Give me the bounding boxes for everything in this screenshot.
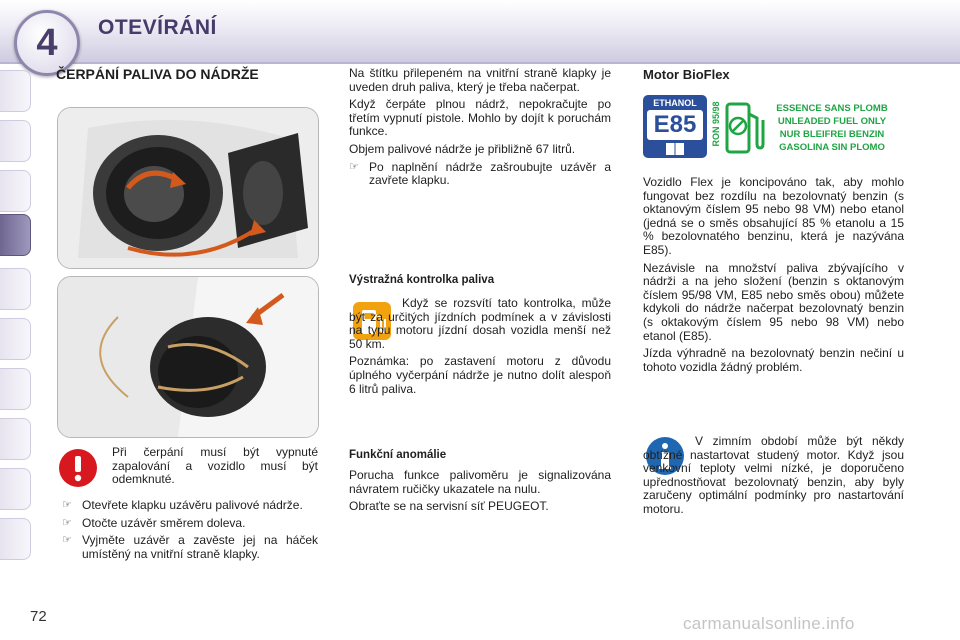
unleaded-line: GASOLINA SIN PLOMO xyxy=(779,142,885,153)
bullet-close-cap: ☞ Po naplnění nádrže zašroubujte uzávěr a zavřete klapku. xyxy=(349,161,611,188)
anomaly-title: Funkční anomálie xyxy=(349,449,447,461)
ron-label xyxy=(709,97,723,157)
chapter-tab[interactable] xyxy=(0,120,31,162)
ethanol-text: ETHANOL xyxy=(653,98,697,108)
info-text-block xyxy=(643,435,904,521)
bullet-turn-cap: ☞ Otočte uzávěr směrem doleva. xyxy=(62,517,318,531)
chapter-number-badge: 4 xyxy=(14,10,80,76)
bioflex-title: Motor BioFlex xyxy=(643,67,730,82)
chapter-tab[interactable] xyxy=(0,318,31,360)
bullet-remove-cap: ☞ Vyjměte uzávěr a zavěste jej na háček umístěný na vnitřní straně klapky. xyxy=(62,534,318,561)
paragraph-capacity: Objem palivové nádrže je přibližně 67 litrů. xyxy=(349,141,576,156)
warning-icon xyxy=(58,448,98,488)
warning-lamp-title: Výstražná kontrolka paliva xyxy=(349,274,495,286)
bioflex-paragraph-2: Nezávisle na množství paliva zbývajícího v nádrži a na jeho složení (benzin s oktanovým číslem 95/98 VM, E85 nebo směs obou) můžete kdykoli do nádrže načerpat bezolovnatý benzin (s oktakovým číslem 95 nebo 98 VM) nebo etanol (E85). xyxy=(643,260,904,343)
chapter-tab[interactable] xyxy=(0,418,31,460)
info-text: V zimním období může být někdy obtížné nastartovat studený motor. Když jsou venkovní teploty velmi nízké, je doporučeno upřednostňovat bezolovnatý benzin, aby byly zaručeny optimální podmínky pro nastartování motoru. xyxy=(643,434,904,516)
e85-text: E85 xyxy=(647,110,703,140)
warning-lamp-text: Když se rozsvítí tato kontrolka, může být za určitých jízdních podmínek a v závislosti na typu motoru jízdní dosah vozidla menší než 50 km. xyxy=(349,296,611,351)
chapter-tab-active[interactable] xyxy=(0,214,31,256)
bioflex-paragraph-1: Vozidlo Flex je koncipováno tak, aby mohlo fungovat bez rozdílu na bezolovnatý benzin (s oktanovým číslem 95 nebo 98 VM) nebo etanol (jedná se o směs obsahující 85 % etanolu a 15 % bezolovnatého benzinu, která je nazývána E85). xyxy=(643,175,904,257)
fuel-label-text xyxy=(349,67,611,192)
chapter-tab[interactable] xyxy=(0,468,31,510)
anomaly-contact: Obraťte se na servisní síť PEUGEOT. xyxy=(349,499,549,514)
chapter-tab[interactable] xyxy=(0,170,31,212)
chapter-tab[interactable] xyxy=(0,368,31,410)
chapter-tab[interactable] xyxy=(0,518,31,560)
chapter-tab[interactable] xyxy=(0,70,31,112)
chapter-header xyxy=(0,0,960,64)
note-text: Poznámka: po zastavení motoru z důvodu úplného vyčerpání nádrže je nutno dolít alespoň 6 litrů paliva. xyxy=(349,354,611,396)
page-number: 72 xyxy=(30,608,47,625)
unleaded-line: ESSENCE SANS PLOMB xyxy=(776,103,888,114)
ron-text: RON 95/98 xyxy=(711,101,721,147)
section-title: ČERPÁNÍ PALIVA DO NÁDRŽE xyxy=(56,66,259,82)
unleaded-line: NUR BLEIFREI BENZIN xyxy=(779,129,885,140)
chapter-tabs xyxy=(0,62,34,582)
left-bullet-list xyxy=(62,499,318,565)
anomaly-block xyxy=(349,469,611,518)
fuel-flap-photo-2 xyxy=(57,276,319,438)
watermark: carmanualsonline.info xyxy=(683,614,855,633)
chapter-title: OTEVÍRÁNÍ xyxy=(98,16,217,39)
warning-lamp-block xyxy=(349,297,611,400)
anomaly-text: Porucha funkce palivoměru je signalizována návratem ručičky ukazatele na nulu. xyxy=(349,468,611,496)
fuel-book-icon xyxy=(665,142,685,156)
bioflex-paragraph-3: Jízda výhradně na bezolovnatý benzin nečiní u tohoto vozidla žádný problém. xyxy=(643,346,904,374)
bullet-open-flap: ☞ Otevřete klapku uzávěru palivové nádrže. xyxy=(62,499,318,513)
bioflex-text xyxy=(643,176,904,378)
unleaded-pump-icon xyxy=(725,100,765,156)
warning-text: Při čerpání musí být vypnuté zapalování a vozidlo musí být odemknuté. xyxy=(112,445,318,487)
paragraph-refill: Když čerpáte plnou nádrž, nepokračujte po třetím vypnutí pistole. Mohlo by dojít k poruchám funkce. xyxy=(349,97,611,139)
unleaded-text-block xyxy=(767,102,897,154)
unleaded-line: UNLEADED FUEL ONLY xyxy=(777,116,887,127)
chapter-tab[interactable] xyxy=(0,268,31,310)
ethanol-label xyxy=(643,95,707,158)
fuel-flap-photo-1 xyxy=(57,107,319,269)
paragraph-label: Na štítku přilepeném na vnitřní straně klapky je uveden druh paliva, který je třeba načerpat. xyxy=(349,66,611,94)
